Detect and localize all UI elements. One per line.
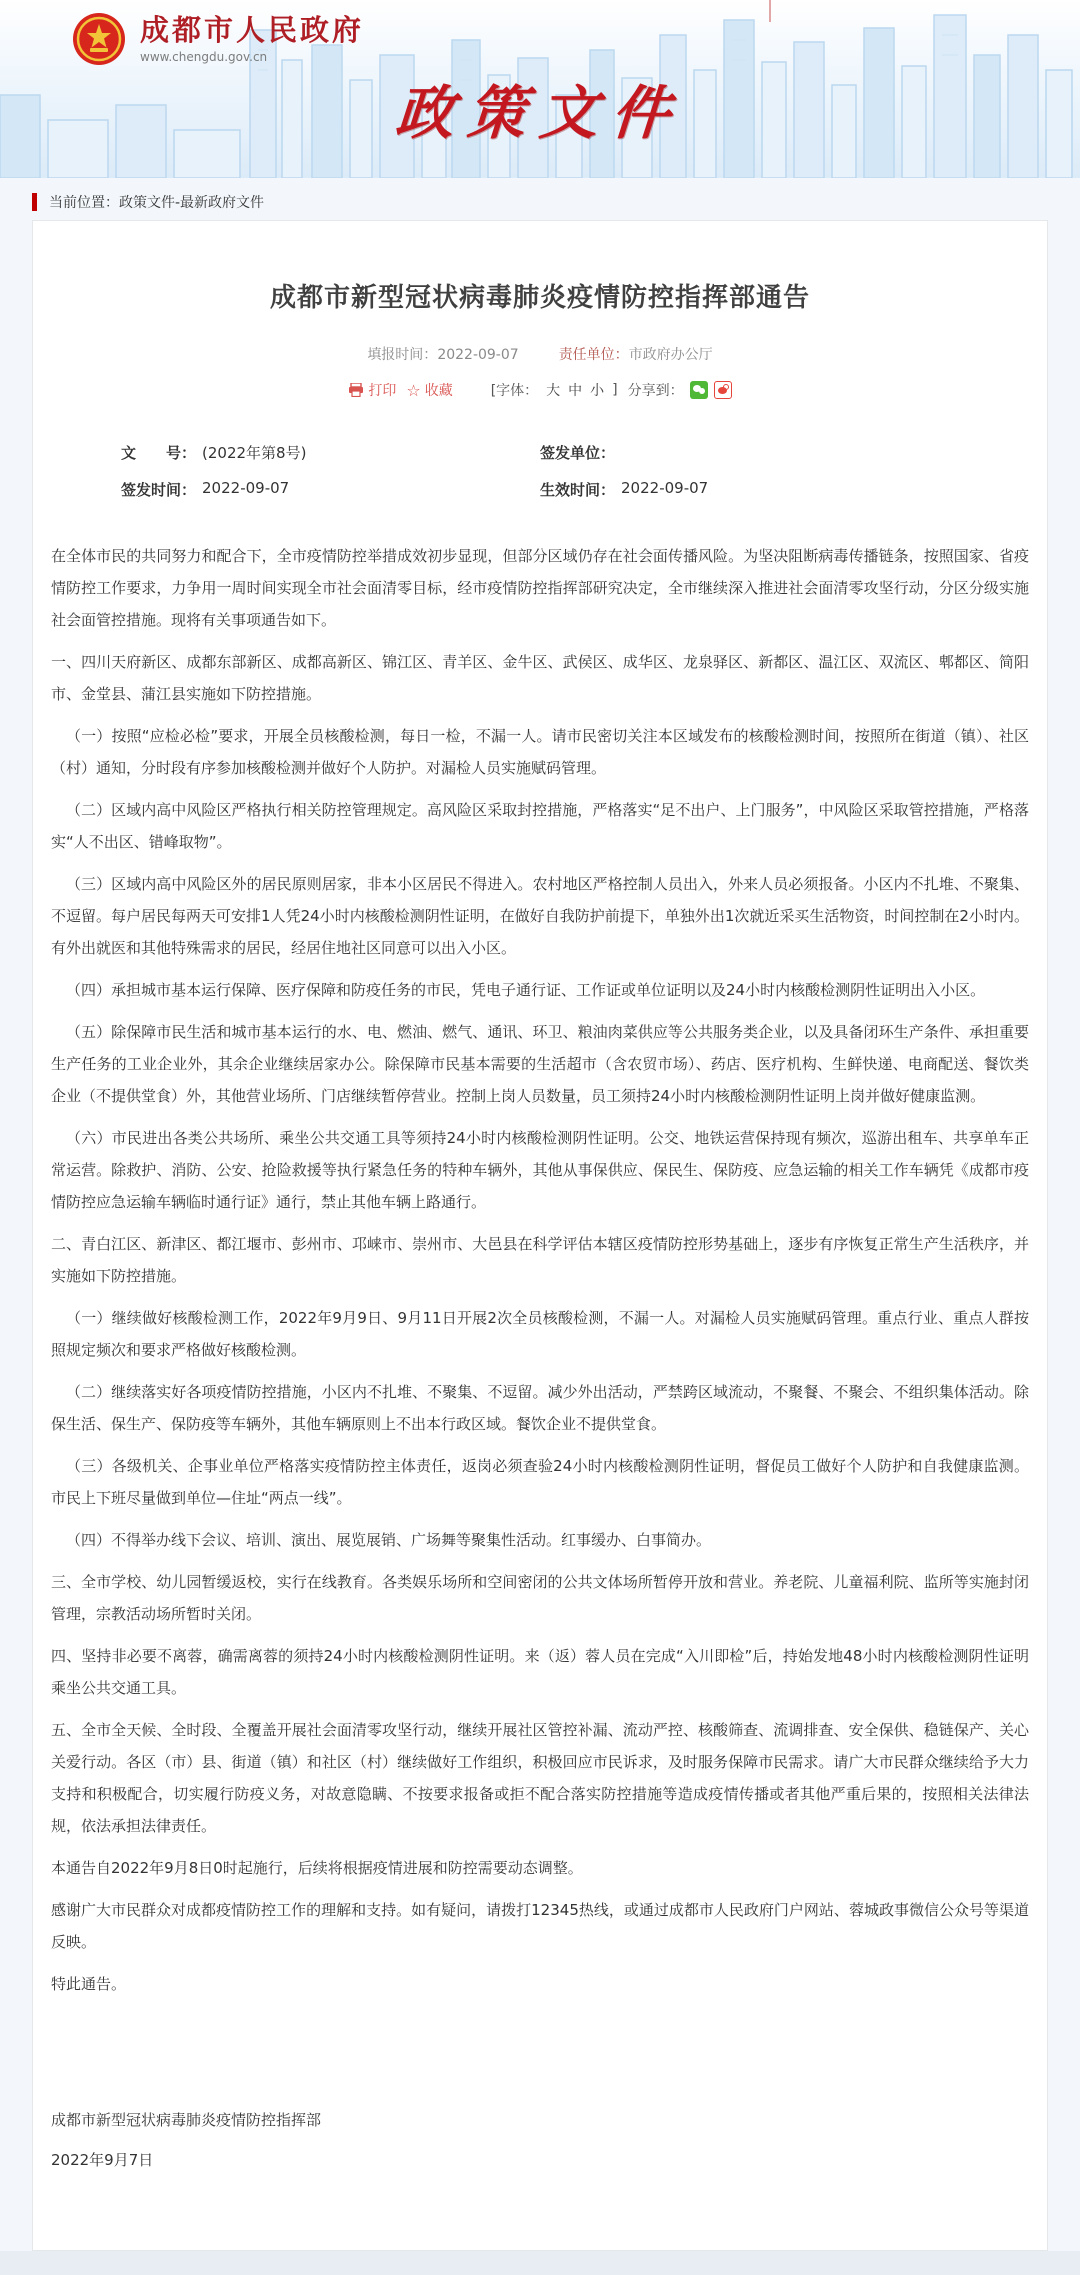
signature-unit: 成都市新型冠状病毒肺炎疫情防控指挥部 (51, 2111, 322, 2129)
article-container (32, 220, 1048, 2251)
article-body (51, 540, 1029, 2000)
body-paragraph: 四、坚持非必要不离蓉，确需离蓉的须持24小时内核酸检测阴性证明。来（返）蓉人员在完成“入川即检”后，持始发地48小时内核酸检测阴性证明乘坐公共交通工具。 (51, 1647, 1029, 1697)
share-weibo-icon[interactable] (714, 381, 732, 399)
share-wechat-icon[interactable] (690, 381, 708, 399)
site-identity[interactable] (72, 12, 364, 66)
body-paragraph: 感谢广大市民群众对成都疫情防控工作的理解和支持。如有疑问，请拨打12345热线，或通过成都市人民政府门户网站、蓉城政事微信公众号等渠道反映。 (51, 1901, 1029, 1951)
effect-time-label: 生效时间： (540, 481, 616, 499)
issue-time-value: 2022-09-07 (202, 479, 290, 497)
article-toolbar (51, 380, 1029, 400)
page-banner (0, 0, 1080, 178)
issue-unit-label: 签发单位： (540, 444, 616, 462)
article-title: 成都市新型冠状病毒肺炎疫情防控指挥部通告 (269, 283, 810, 313)
effect-time-cell (540, 479, 959, 500)
favorite-button[interactable]: ☆ 收藏 (406, 380, 453, 400)
breadcrumb-path-link[interactable]: 政策文件-最新政府文件 (119, 195, 265, 211)
share-label: 分享到： (627, 383, 684, 399)
body-paragraph: 特此通告。 (51, 1975, 127, 1993)
body-paragraph: （五）除保障市民生活和城市基本运行的水、电、燃油、燃气、通讯、环卫、粮油肉菜供应等公共服务类企业，以及具备闭环生产条件、承担重要生产任务的工业企业外，其余企业继续居家办公。除保障市民基本需要的生活超市（含农贸市场）、药店、医疗机构、生鲜快递、电商配送、餐饮类企业（不提供堂食）外，其他营业场所、门店继续暂停营业。控制上岗人员数量，员工须持24小时内核酸检测阴性证明上岗并做好健康监测。 (51, 1023, 1029, 1105)
issue-time-cell (121, 479, 540, 500)
doc-number-label: 文 号： (121, 444, 197, 462)
body-paragraph: （三）区域内高中风险区外的居民原则居家，非本小区居民不得进入。农村地区严格控制人员出入，外来人员必须报备。小区内不扎堆、不聚集、不逗留。每户居民每两天可安排1人凭24小时内核酸检测阴性证明，在做好自我防护前提下，单独外出1次就近采买生活物资，时间控制在2小时内。有外出就医和其他特殊需求的居民，经居住地社区同意可以出入小区。 (51, 875, 1029, 957)
font-prefix: [字体： (490, 383, 539, 399)
effect-time-value: 2022-09-07 (621, 479, 709, 497)
share-control (628, 380, 732, 400)
print-button[interactable]: 打印 (348, 380, 396, 400)
site-name: 成都市人民政府 (140, 13, 365, 47)
font-suffix: ] (612, 382, 618, 398)
duty-unit-label: 责任单位： (558, 347, 629, 363)
breadcrumb-label: 当前位置： (49, 195, 119, 211)
body-paragraph: （四）承担城市基本运行保障、医疗保障和防疫任务的市民，凭电子通行证、工作证或单位证明以及24小时内核酸检测阴性证明出入小区。 (66, 981, 986, 999)
site-url: www.chengdu.gov.cn (140, 50, 268, 65)
breadcrumb-marker-bar (32, 193, 37, 211)
body-paragraph: 五、全市全天候、全时段、全覆盖开展社会面清零攻坚行动，继续开展社区管控补漏、流动严控、核酸筛查、流调排查、安全保供、稳链保产、关心关爱行动。各区（市）县、街道（镇）和社区（村）继续做好工作组织，积极回应市民诉求，及时服务保障市民需求。请广大市民群众继续给予大力支持和积极配合，切实履行防疫义务，对故意隐瞒、不按要求报备或拒不配合落实防控措施等造成疫情传播或者其他严重后果的，按照相关法律法规，依法承担法律责任。 (51, 1721, 1029, 1835)
body-paragraph: 本通告自2022年9月8日0时起施行，后续将根据疫情进展和防控需要动态调整。 (51, 1859, 583, 1877)
star-icon: ☆ (406, 380, 421, 400)
duty-unit-value: 市政府办公厅 (628, 347, 713, 363)
article-meta (51, 344, 1029, 364)
fill-time-value: 2022-09-07 (437, 347, 519, 363)
body-paragraph: （二）区域内高中风险区严格执行相关防控管理规定。高风险区采取封控措施，严格落实“足不出户、上门服务”，中风险区采取管控措施，严格落实“人不出区、错峰取物”。 (51, 801, 1029, 851)
banner-title: 政策文件 (393, 79, 687, 147)
body-paragraph: 二、青白江区、新津区、都江堰市、彭州市、邛崃市、崇州市、大邑县在科学评估本辖区疫情防控形势基础上，逐步有序恢复正常生产生活秩序，并实施如下防控措施。 (51, 1235, 1029, 1285)
signature-date: 2022年9月7日 (51, 2151, 154, 2169)
font-size-control (491, 380, 618, 400)
body-paragraph: （一）按照“应检必检”要求，开展全员核酸检测，每日一检，不漏一人。请市民密切关注本区域发布的核酸检测时间，按照所在街道（镇）、社区（村）通知，分时段有序参加核酸检测并做好个人防护。对漏检人员实施赋码管理。 (51, 727, 1029, 777)
body-paragraph: （一）继续做好核酸检测工作，2022年9月9日、9月11日开展2次全员核酸检测，不漏一人。对漏检人员实施赋码管理。重点行业、重点人群按照规定频次和要求严格做好核酸检测。 (51, 1309, 1029, 1359)
issue-unit-cell (540, 442, 959, 463)
body-paragraph: （六）市民进出各类公共场所、乘坐公共交通工具等须持24小时内核酸检测阴性证明。公交、地铁运营保持现有频次，巡游出租车、共享单车正常运营。除救护、消防、公安、抢险救援等执行紧急任务的特种车辆外，其他从事保供应、保民生、保防疫、应急运输的相关工作车辆凭《成都市疫情防控应急运输车辆临时通行证》通行，禁止其他车辆上路通行。 (51, 1129, 1029, 1211)
body-paragraph: 一、四川天府新区、成都东部新区、成都高新区、锦江区、青羊区、金牛区、武侯区、成华区、龙泉驿区、新都区、温江区、双流区、郫都区、简阳市、金堂县、蒲江县实施如下防控措施。 (51, 653, 1029, 703)
body-paragraph: 在全体市民的共同努力和配合下，全市疫情防控举措成效初步显现，但部分区域仍存在社会面传播风险。为坚决阻断病毒传播链条，按照国家、省疫情防控工作要求，力争用一周时间实现全市社会面清零目标，经市疫情防控指挥部研究决定，全市继续深入推进社会面清零攻坚行动，分区分级实施社会面管控措施。现将有关事项通告如下。 (51, 547, 1029, 629)
body-paragraph: （二）继续落实好各项疫情防控措施，小区内不扎堆、不聚集、不逗留。减少外出活动，严禁跨区域流动，不聚餐、不聚会、不组织集体活动。除保生活、保生产、保防疫等车辆外，其他车辆原则上不出本行政区域。餐饮企业不提供堂食。 (51, 1383, 1029, 1433)
issue-time-label: 签发时间： (121, 481, 197, 499)
body-paragraph: （四）不得举办线下会议、培训、演出、展览展销、广场舞等聚集性活动。红事缓办、白事简办。 (66, 1531, 712, 1549)
font-size-large-button[interactable]: 大 (546, 383, 561, 399)
printer-icon (348, 383, 364, 397)
page-footer-strip (0, 2251, 1080, 2275)
doc-number-cell (121, 442, 540, 463)
fill-time-label: 填报时间： (367, 347, 438, 363)
font-size-small-button[interactable]: 小 (590, 383, 605, 399)
breadcrumb (32, 192, 1048, 212)
national-emblem-logo (72, 12, 126, 66)
doc-number-value: (2022年第8号) (202, 444, 307, 462)
font-size-medium-button[interactable]: 中 (568, 383, 583, 399)
document-info-table (51, 442, 1029, 500)
signature-block (51, 2100, 1029, 2180)
body-paragraph: 三、全市学校、幼儿园暂缓返校，实行在线教育。各类娱乐场所和空间密闭的公共文体场所暂停开放和营业。养老院、儿童福利院、监所等实施封闭管理，宗教活动场所暂时关闭。 (51, 1573, 1029, 1623)
body-paragraph: （三）各级机关、企事业单位严格落实疫情防控主体责任，返岗必须查验24小时内核酸检测阴性证明，督促员工做好个人防护和自我健康监测。市民上下班尽量做到单位—住址“两点一线”。 (51, 1457, 1029, 1507)
